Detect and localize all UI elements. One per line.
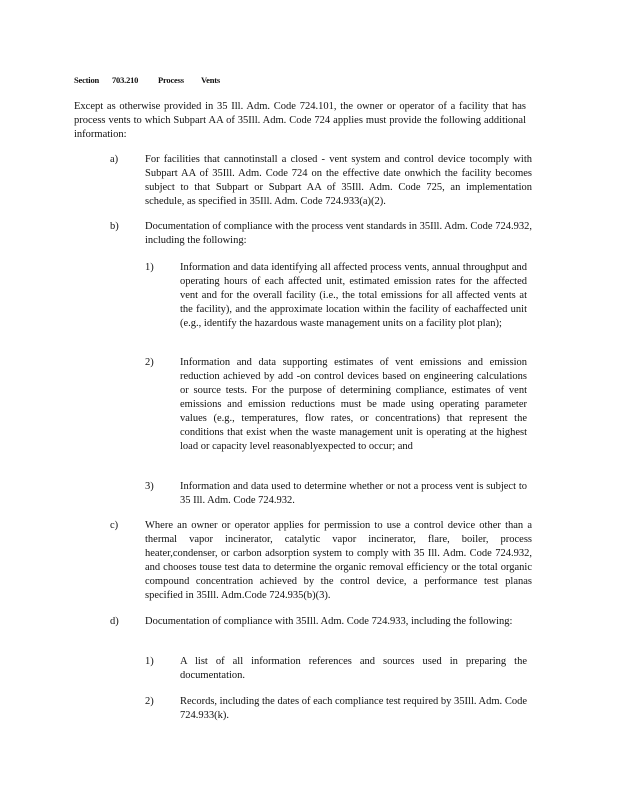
item-label-a: a) <box>110 154 119 165</box>
item-text-d-1: A list of all information references and sources used in preparing the documentation. <box>180 656 527 681</box>
item-label-c: c) <box>110 520 119 531</box>
item-label-b: b) <box>110 221 119 232</box>
item-label-b-3: 3) <box>145 481 154 492</box>
item-label-d-2: 2) <box>145 696 154 707</box>
item-text-c: Where an owner or operator applies for permission to use a control device other than a thermal vapor incinerator, catalytic vapor incinerator, flare, boiler, process heater,condenser, or carbon adsorption system to comply with 35 Ill. Adm. Code 724.932, and chooses touse test data to determine the organic removal efficiency or the total organic compound concentration achieved by the control device, a performance test planas specified in 35Ill. Adm.Code 724.935(b)(3). <box>145 520 532 601</box>
item-label-d-1: 1) <box>145 656 154 667</box>
item-text-b-2: Information and data supporting estimates of vent emissions and emission reduction achieved by add -on control devices based on engineering calculations or source tests. For the purpose of determining compliance, estimates of vent emissions and emission reductions must be made using operating parameter values (e.g., temperatures, flow rates, or concentrations) that represent the conditions that exist when the waste management unit is operating at the highest load or capacity level reasonablyexpected to occur; and <box>180 357 527 452</box>
section-label: Section <box>74 75 100 85</box>
item-label-b-1: 1) <box>145 262 154 273</box>
item-text-b-3: Information and data used to determine whether or not a process vent is subject to 35 Ill. Adm. Code 724.932. <box>180 481 527 506</box>
item-label-b-2: 2) <box>145 357 154 368</box>
item-text-b: Documentation of compliance with the process vent standards in 35Ill. Adm. Code 724.932, including the following: <box>145 221 532 246</box>
section-number: 703.210 <box>112 75 139 85</box>
item-text-b-1: Information and data identifying all affected process vents, annual throughput and operating hours of each affected unit, estimated emission rates for the affected vent and for the overall facility (i.e., the total emissions for all affected vents at the facility), and the approximate location within the facility of eachaffected unit (e.g., identify the hazardous waste management units on a facility plot plan); <box>180 262 527 329</box>
item-text-d-2: Records, including the dates of each compliance test required by 35Ill. Adm. Code 724.933(k). <box>180 696 527 721</box>
item-text-a: For facilities that cannotinstall a closed - vent system and control device tocomply with Subpart AA of 35Ill. Adm. Code 724 on the effective date onwhich the facility becomes subject to that Subpart or Subpart AA of 35Ill. Adm. Code 725, an implementation schedule, as specified in 35Ill. Adm. Code 724.933(a)(2). <box>145 154 532 207</box>
item-text-d: Documentation of compliance with 35Ill. Adm. Code 724.933, including the following: <box>145 616 513 627</box>
section-title-vents: Vents <box>201 75 220 85</box>
section-heading <box>74 75 220 85</box>
item-label-d: d) <box>110 616 119 627</box>
intro-paragraph: Except as otherwise provided in 35 Ill. Adm. Code 724.101, the owner or operator of a facility that has process vents to which Subpart AA of 35Ill. Adm. Code 724 applies must provide the following additional information: <box>74 101 526 140</box>
section-title-process: Process <box>158 75 184 85</box>
